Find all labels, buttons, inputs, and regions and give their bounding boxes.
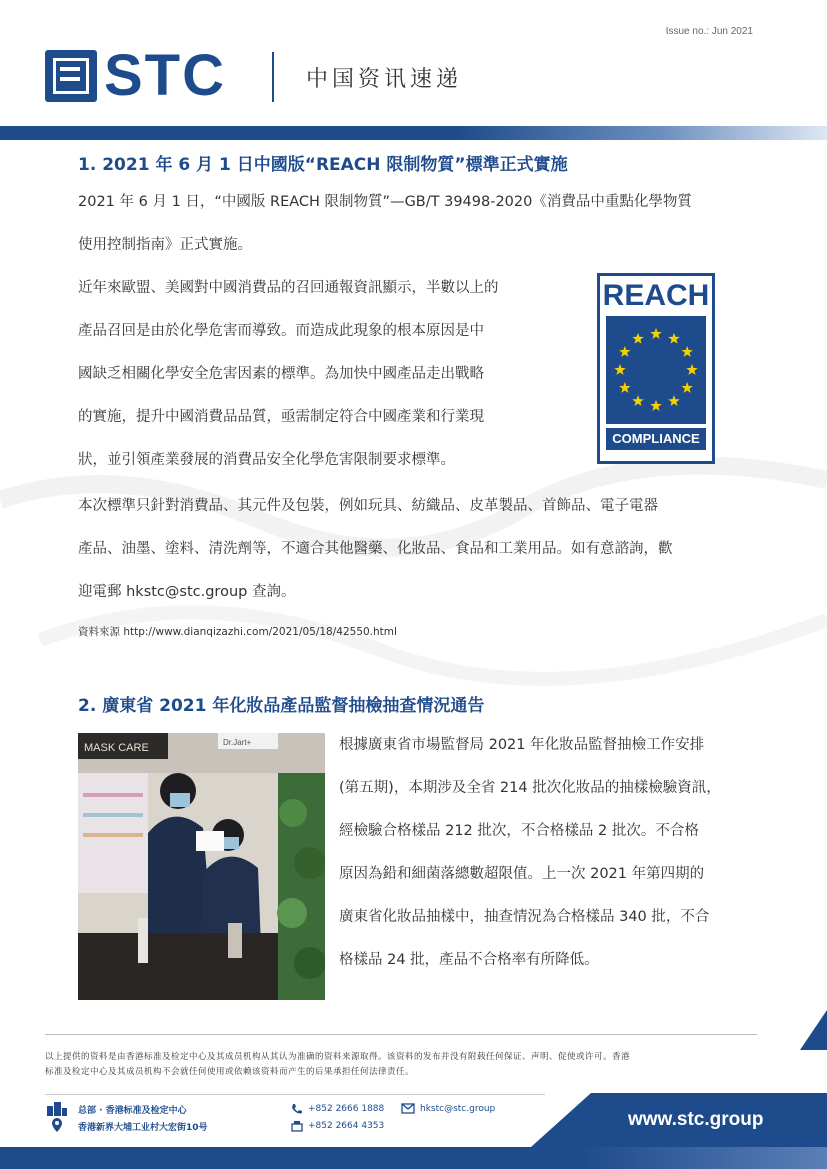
- issue-number: Issue no.: Jun 2021: [665, 26, 753, 37]
- section2-paragraph: [339, 724, 751, 982]
- text-line: 國缺乏相關化學安全危害因素的標準。為加快中國產品走出戰略: [78, 366, 484, 382]
- disclaimer-line: 以上提供的资料是由香港标准及检定中心及其成员机构从其认为准确的资料来源取得。该资料的发布并没有附载任何保证、声明、促使或许可。香港: [45, 1052, 631, 1062]
- star-icon: [650, 400, 661, 411]
- email-icon: [401, 1103, 415, 1114]
- phone-number[interactable]: +852 2666 1888: [308, 1104, 385, 1114]
- header-bar: [0, 126, 827, 140]
- section1-paragraph2: [78, 267, 578, 482]
- text-line: 使用控制指南》正式實施。: [78, 237, 252, 253]
- text-line: 產品召回是由於化學危害而導致。而造成此現象的根本原因是中: [78, 323, 484, 339]
- text-line: 產品、油墨、塗料、清洗劑等，不適合其他醫藥、化妝品、食品和工業用品。如有意諮詢，歡: [78, 541, 673, 557]
- star-icon: [686, 364, 697, 375]
- star-icon: [619, 382, 630, 393]
- hq-label: 总部 · 香港标准及检定中心: [78, 1106, 187, 1116]
- reach-compliance-badge: [597, 273, 715, 464]
- star-icon: [681, 346, 692, 357]
- footer-bar: [0, 1147, 827, 1169]
- fax-number: +852 2664 4353: [308, 1121, 385, 1131]
- building-icon: [46, 1102, 68, 1116]
- star-icon: [668, 395, 679, 406]
- text-line: 2021 年 6 月 1 日，“中國版 REACH 限制物質”—GB/T 39498-2020《消費品中重點化學物質: [78, 194, 692, 210]
- fax-icon: [291, 1120, 303, 1132]
- footer-divider: [45, 1034, 757, 1035]
- star-icon: [681, 382, 692, 393]
- email-address[interactable]: hkstc@stc.group: [420, 1104, 496, 1114]
- badge-bottom-text: COMPLIANCE: [606, 428, 706, 450]
- text-line: 廣東省化妝品抽樣中，抽查情況為合格樣品 340 批，不合: [339, 909, 710, 925]
- text-line: 狀，並引領產業發展的消費品安全化學危害限制要求標準。: [78, 452, 455, 468]
- text-line: (第五期)，本期涉及全省 214 批次化妝品的抽樣檢驗資訊，: [339, 780, 721, 796]
- text-line: 原因為鉛和細菌落總數超限值。上一次 2021 年第四期的: [339, 866, 705, 882]
- star-icon: [632, 395, 643, 406]
- website-link[interactable]: www.stc.group: [628, 1109, 764, 1130]
- stc-logo-icon: [45, 50, 97, 102]
- logo-divider: [272, 52, 274, 102]
- disclaimer: [45, 1050, 757, 1080]
- text-line: 迎電郵 hkstc@stc.group 查詢。: [78, 584, 296, 600]
- phone-icon: [291, 1103, 303, 1115]
- text-line: 近年來歐盟、美國對中國消費品的召回通報資訊顯示，半數以上的: [78, 280, 499, 296]
- section2-title: 2. 廣東省 2021 年化妝品產品監督抽檢抽查情況通告: [78, 696, 485, 716]
- star-icon: [614, 364, 625, 375]
- star-icon: [668, 333, 679, 344]
- star-icon: [632, 333, 643, 344]
- star-icon: [650, 328, 661, 339]
- logo-text: STC: [104, 43, 226, 108]
- photo-sign-text: MASK CARE: [84, 742, 149, 754]
- disclaimer-line: 标准及检定中心及其成员机构不会就任何使用或依赖该资料而产生的后果承担任何法律责任。: [45, 1067, 415, 1077]
- text-line: 的實施，提升中國消費品品質，亟需制定符合中國產業和行業現: [78, 409, 484, 425]
- section1-title: 1. 2021 年 6 月 1 日中國版“REACH 限制物質”標準正式實施: [78, 155, 568, 175]
- photo-sign-text: Dr.Jart+: [223, 738, 252, 747]
- inspection-photo: [78, 733, 325, 1000]
- text-line: 本次標準只針對消費品、其元件及包裝，例如玩具、紡織品、皮革製品、首飾品、電子電器: [78, 498, 658, 514]
- text-line: 格樣品 24 批，產品不合格率有所降低。: [339, 952, 599, 968]
- badge-top-text: REACH: [602, 279, 710, 312]
- text-line: 根據廣東省市場監督局 2021 年化妝品監督抽檢工作安排: [339, 737, 705, 753]
- section1-paragraph3: [78, 485, 750, 614]
- address: 香港新界大埔工业村大宏街10号: [78, 1123, 208, 1133]
- text-line: 經檢驗合格樣品 212 批次，不合格樣品 2 批次。不合格: [339, 823, 699, 839]
- star-icon: [619, 346, 630, 357]
- eu-stars-icon: [606, 316, 706, 424]
- eu-stars-panel: [606, 316, 706, 424]
- newsletter-subtitle: 中国资讯速递: [306, 67, 463, 92]
- section1-paragraph1: [78, 181, 750, 267]
- corner-accent: [800, 1010, 827, 1050]
- contact-divider: [45, 1094, 545, 1095]
- source-citation: 資料來源 http://www.dianqizazhi.com/2021/05/18/42550.html: [78, 626, 397, 638]
- location-pin-icon: [51, 1118, 63, 1132]
